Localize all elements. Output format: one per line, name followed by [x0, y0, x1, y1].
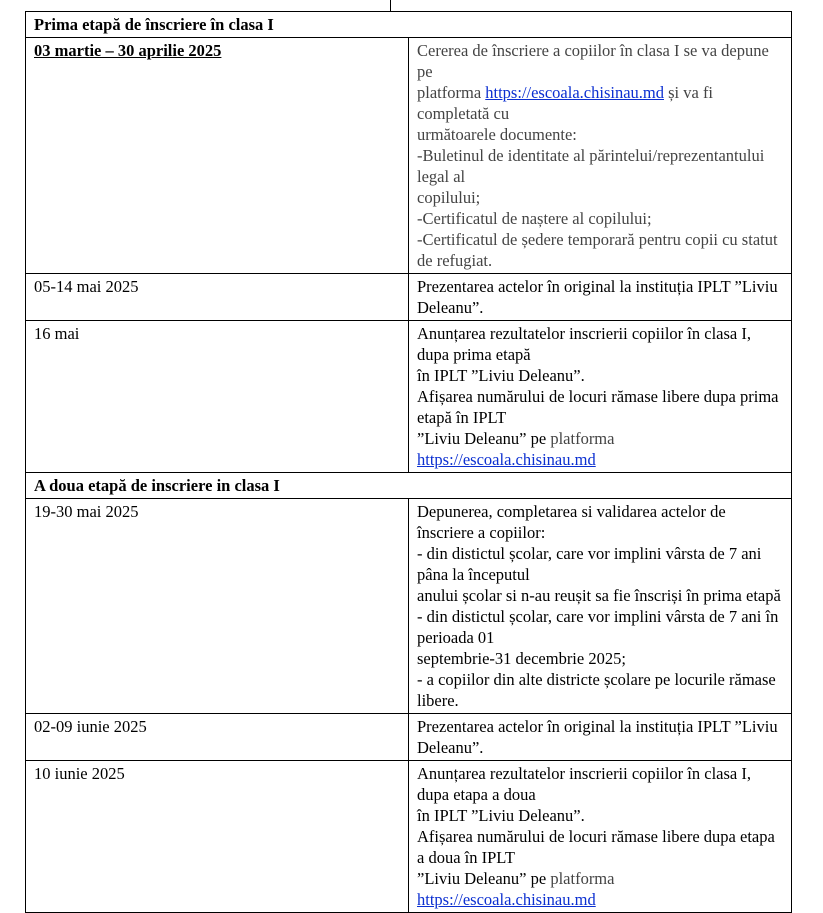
description-cell: Prezentarea actelor în original la instituția IPLT ”Liviu Deleanu”.: [409, 274, 792, 321]
text-line: Depunerea, completarea si validarea actelor de înscriere a copiilor:: [417, 502, 726, 542]
table-row: [26, 38, 792, 274]
text-line: - a copiilor din alte districte școlare pe locurile rămase libere.: [417, 670, 776, 710]
text-line: - din distictul școlar, care vor implini vârsta de 7 ani pâna la începutul: [417, 544, 762, 584]
date-cell: 19-30 mai 2025: [26, 499, 409, 714]
table-row: [26, 274, 792, 321]
text-line: - din distictul școlar, care vor implini vârsta de 7 ani în perioada 01: [417, 607, 779, 647]
date-cell: 10 iunie 2025: [26, 761, 409, 913]
table-title: Prima etapă de înscriere în clasa I: [26, 12, 792, 38]
text-line: Cererea de înscriere a copiilor în clasa I se va depune pe: [417, 41, 769, 81]
text-line: în IPLT ”Liviu Deleanu”.: [417, 366, 585, 385]
text-line: anului școlar si n-au reușit sa fie înscriși în prima etapă: [417, 586, 781, 605]
text-line: Afișarea numărului de locuri rămase libere dupa prima etapă în IPLT: [417, 387, 779, 427]
section-row: [26, 473, 792, 499]
escoala-link[interactable]: https://escoala.chisinau.md: [417, 450, 596, 469]
text-line: ”Liviu Deleanu” pe platforma https://escoala.chisinau.md: [417, 429, 615, 469]
text-line: următoarele documente:: [417, 125, 577, 144]
date-cell: 05-14 mai 2025: [26, 274, 409, 321]
text-line: platforma https://escoala.chisinau.md și va fi completată cu: [417, 83, 714, 123]
page-margin-mark: [390, 0, 391, 11]
description-cell: [409, 499, 792, 714]
text-line: în IPLT ”Liviu Deleanu”.: [417, 806, 585, 825]
text-line: -Certificatul de naștere al copilului;: [417, 209, 652, 228]
text-line: Afișarea numărului de locuri rămase libere dupa etapa a doua în IPLT: [417, 827, 775, 867]
text-line: ”Liviu Deleanu” pe platforma https://escoala.chisinau.md: [417, 869, 615, 909]
table-row: [26, 499, 792, 714]
text-line: -Buletinul de identitate al părintelui/reprezentantului legal al: [417, 146, 765, 186]
date-cell: 03 martie – 30 aprilie 2025: [26, 38, 409, 274]
table-row: [26, 714, 792, 761]
text-line: Anunțarea rezultatelor inscrierii copiilor în clasa I, dupa etapa a doua: [417, 764, 751, 804]
text-line: septembrie-31 decembrie 2025;: [417, 649, 626, 668]
text-line: Anunțarea rezultatelor inscrierii copiilor în clasa I, dupa prima etapă: [417, 324, 751, 364]
description-cell: Prezentarea actelor în original la instituția IPLT ”Liviu Deleanu”.: [409, 714, 792, 761]
table-row: [26, 321, 792, 473]
escoala-link[interactable]: https://escoala.chisinau.md: [485, 83, 664, 102]
description-cell: [409, 761, 792, 913]
description-cell: [409, 321, 792, 473]
date-cell: 16 mai: [26, 321, 409, 473]
enrollment-schedule-table: [25, 11, 792, 913]
title-row: [26, 12, 792, 38]
table-row: [26, 761, 792, 913]
text-line: -Certificatul de ședere temporară pentru copii cu statut de refugiat.: [417, 230, 778, 270]
section-heading: A doua etapă de inscriere in clasa I: [26, 473, 792, 499]
text-line: copilului;: [417, 188, 481, 207]
date-cell: 02-09 iunie 2025: [26, 714, 409, 761]
escoala-link[interactable]: https://escoala.chisinau.md: [417, 890, 596, 909]
description-cell: [409, 38, 792, 274]
